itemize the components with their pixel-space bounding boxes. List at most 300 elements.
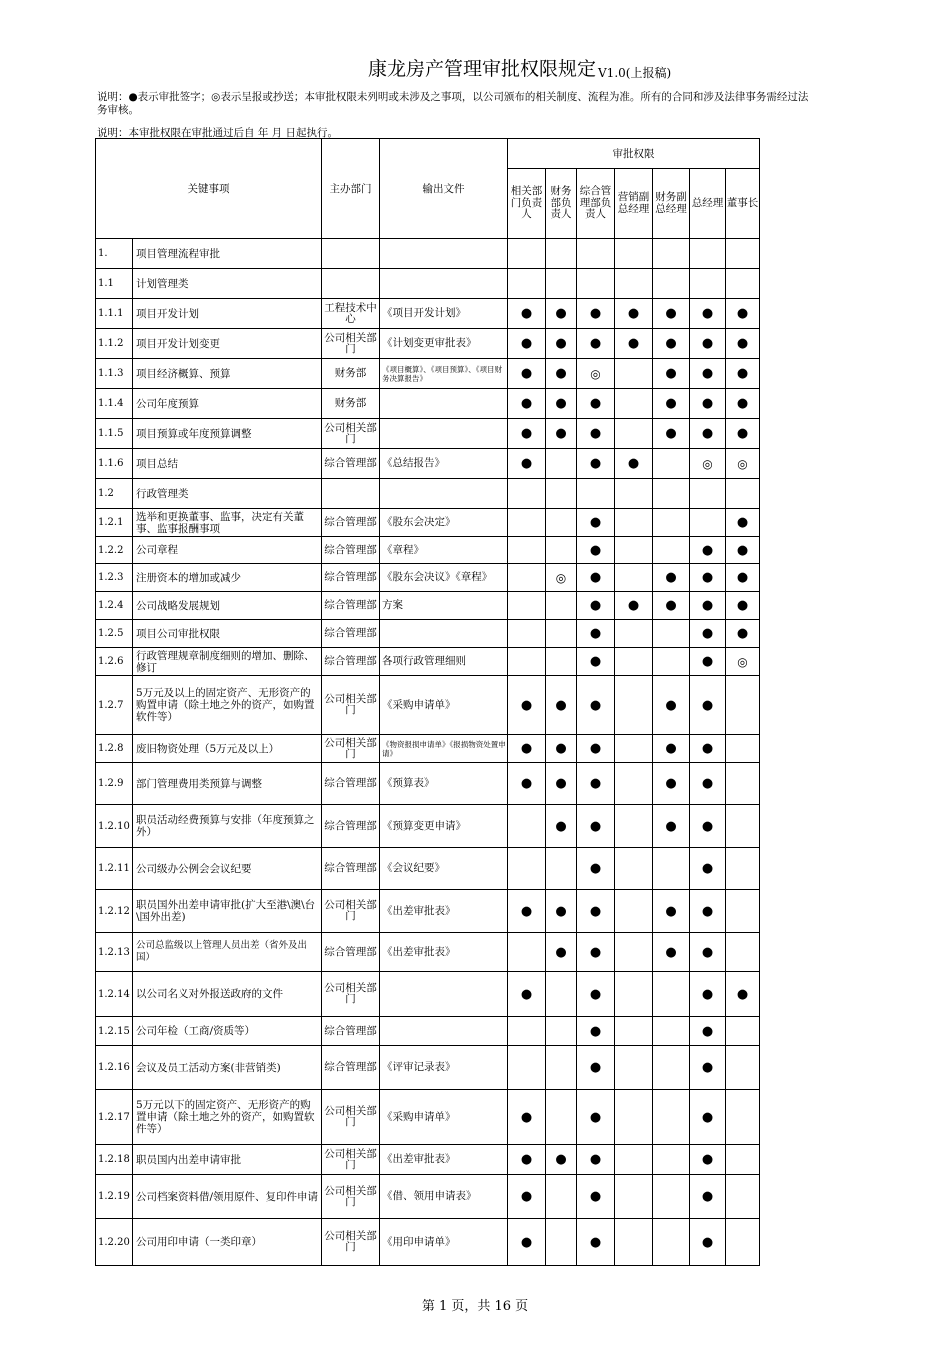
row-number: 1.2.15 — [96, 1017, 133, 1046]
approval-mark: ● — [577, 419, 615, 449]
approval-mark: ● — [653, 735, 690, 763]
header-role-4: 财务副总经理 — [653, 169, 690, 239]
approval-mark: ● — [508, 389, 546, 419]
row-dept: 综合管理部 — [322, 933, 380, 972]
approval-mark — [615, 676, 653, 735]
approval-mark — [615, 564, 653, 592]
legend-note: 说明：●表示审批签字；◎表示呈报或抄送；本审批权限未列明或未涉及之事项，以公司颁布的相关制度、流程为准。所有的合同和涉及法律事务需经过法务审核。 — [97, 91, 809, 116]
approval-mark — [726, 890, 760, 933]
approval-mark: ● — [546, 389, 577, 419]
approval-mark: ● — [653, 419, 690, 449]
approval-mark: ● — [726, 564, 760, 592]
effective-date-note: 说明：本审批权限在审批通过后自 年 月 日起执行。 — [97, 127, 339, 139]
row-output — [380, 239, 508, 269]
approval-mark: ● — [726, 329, 760, 359]
row-output: 方案 — [380, 592, 508, 620]
approval-mark: ● — [653, 763, 690, 805]
approval-mark — [615, 1145, 653, 1175]
approval-mark: ◎ — [690, 449, 726, 479]
table-row — [96, 1219, 760, 1266]
approval-mark — [546, 239, 577, 269]
row-number: 1.2.12 — [96, 890, 133, 933]
row-number: 1.2.8 — [96, 735, 133, 763]
approval-mark — [508, 620, 546, 648]
row-dept: 综合管理部 — [322, 537, 380, 564]
approval-mark: ● — [690, 359, 726, 389]
approval-mark: ● — [508, 1145, 546, 1175]
row-dept — [322, 269, 380, 299]
approval-mark: ● — [508, 419, 546, 449]
approval-mark: ● — [546, 933, 577, 972]
row-number: 1.2.13 — [96, 933, 133, 972]
table-row — [96, 1145, 760, 1175]
row-output: 各项行政管理细则 — [380, 648, 508, 676]
row-number: 1.2.1 — [96, 509, 133, 537]
approval-mark: ◎ — [577, 359, 615, 389]
approval-mark: ● — [577, 890, 615, 933]
approval-mark: ● — [577, 389, 615, 419]
approval-mark: ● — [577, 1046, 615, 1090]
row-number: 1.1 — [96, 269, 133, 299]
approval-mark: ● — [653, 329, 690, 359]
row-output — [380, 972, 508, 1017]
approval-mark — [615, 848, 653, 890]
approval-mark — [653, 848, 690, 890]
row-dept — [322, 479, 380, 509]
approval-mark — [653, 1175, 690, 1219]
approval-mark — [546, 537, 577, 564]
approval-mark — [615, 239, 653, 269]
approval-mark — [508, 1046, 546, 1090]
approval-mark — [726, 1219, 760, 1266]
row-output — [380, 269, 508, 299]
row-item: 公司年度预算 — [133, 389, 322, 419]
table-row — [96, 449, 760, 479]
approval-mark: ● — [508, 359, 546, 389]
approval-mark: ● — [690, 676, 726, 735]
approval-mark — [653, 479, 690, 509]
row-item: 公司级办公例会会议纪要 — [133, 848, 322, 890]
header-approval: 审批权限 — [508, 139, 760, 169]
row-item: 废旧物资处理（5万元及以上） — [133, 735, 322, 763]
row-number: 1.2.20 — [96, 1219, 133, 1266]
row-item: 部门管理费用类预算与调整 — [133, 763, 322, 805]
approval-mark: ● — [577, 1175, 615, 1219]
approval-mark — [653, 1145, 690, 1175]
approval-mark — [615, 269, 653, 299]
approval-mark: ◎ — [726, 449, 760, 479]
row-number: 1.2.10 — [96, 805, 133, 848]
approval-mark — [726, 1145, 760, 1175]
row-output: 《借、领用申请表》 — [380, 1175, 508, 1219]
approval-mark: ● — [726, 509, 760, 537]
approval-mark: ● — [690, 419, 726, 449]
row-number: 1.2.7 — [96, 676, 133, 735]
approval-mark: ● — [577, 449, 615, 479]
row-number: 1.2.17 — [96, 1090, 133, 1145]
approval-mark — [546, 972, 577, 1017]
row-item: 公司章程 — [133, 537, 322, 564]
approval-mark — [615, 389, 653, 419]
row-dept: 综合管理部 — [322, 509, 380, 537]
approval-mark: ● — [726, 972, 760, 1017]
approval-mark — [546, 479, 577, 509]
row-number: 1.2.3 — [96, 564, 133, 592]
row-output: 《章程》 — [380, 537, 508, 564]
table-row — [96, 848, 760, 890]
approval-mark: ● — [508, 449, 546, 479]
row-output: 《出差审批表》 — [380, 1145, 508, 1175]
approval-mark: ● — [653, 676, 690, 735]
row-item: 项目预算或年度预算调整 — [133, 419, 322, 449]
approval-mark: ● — [726, 419, 760, 449]
approval-mark — [726, 479, 760, 509]
approval-mark: ● — [653, 890, 690, 933]
table-row — [96, 676, 760, 735]
approval-mark — [508, 848, 546, 890]
row-output: 《预算表》 — [380, 763, 508, 805]
row-output: 《出差审批表》 — [380, 890, 508, 933]
approval-mark: ● — [577, 1090, 615, 1145]
page-footer: 第 1 页，共 16 页 — [421, 1299, 529, 1314]
row-dept: 财务部 — [322, 389, 380, 419]
row-output: 《股东会决定》 — [380, 509, 508, 537]
approval-mark: ● — [577, 564, 615, 592]
table-row — [96, 805, 760, 848]
row-item: 项目公司审批权限 — [133, 620, 322, 648]
approval-mark: ● — [690, 299, 726, 329]
table-row — [96, 592, 760, 620]
approval-mark — [726, 269, 760, 299]
row-dept: 公司相关部门 — [322, 329, 380, 359]
approval-mark: ● — [690, 620, 726, 648]
approval-mark: ◎ — [546, 564, 577, 592]
approval-mark: ● — [546, 763, 577, 805]
row-output — [380, 389, 508, 419]
row-number: 1.2 — [96, 479, 133, 509]
row-number: 1.2.2 — [96, 537, 133, 564]
approval-mark — [508, 933, 546, 972]
approval-mark: ● — [577, 805, 615, 848]
row-output: 《采购申请单》 — [380, 1090, 508, 1145]
approval-mark: ● — [653, 933, 690, 972]
approval-mark — [653, 269, 690, 299]
approval-mark — [546, 1046, 577, 1090]
approval-mark: ● — [690, 1175, 726, 1219]
approval-mark — [615, 890, 653, 933]
approval-mark: ● — [726, 537, 760, 564]
approval-mark: ● — [546, 419, 577, 449]
row-output: 《项目开发计划》 — [380, 299, 508, 329]
approval-mark — [546, 848, 577, 890]
table-row — [96, 890, 760, 933]
row-item: 计划管理类 — [133, 269, 322, 299]
approval-mark — [577, 239, 615, 269]
approval-mark: ● — [653, 564, 690, 592]
approval-mark — [726, 1046, 760, 1090]
row-number: 1.2.14 — [96, 972, 133, 1017]
approval-mark: ● — [690, 537, 726, 564]
approval-mark: ● — [577, 509, 615, 537]
approval-mark: ● — [508, 972, 546, 1017]
row-dept: 综合管理部 — [322, 763, 380, 805]
table-row — [96, 564, 760, 592]
approval-mark — [508, 537, 546, 564]
approval-mark: ● — [577, 537, 615, 564]
row-number: 1.2.6 — [96, 648, 133, 676]
approval-mark: ● — [690, 763, 726, 805]
approval-mark: ● — [508, 1090, 546, 1145]
row-dept: 综合管理部 — [322, 1046, 380, 1090]
approval-mark — [615, 648, 653, 676]
table-row — [96, 359, 760, 389]
approval-mark — [546, 1219, 577, 1266]
approval-mark — [726, 848, 760, 890]
row-dept: 综合管理部 — [322, 564, 380, 592]
row-item: 公司总监级以上管理人员出差（省外及出国） — [133, 933, 322, 972]
row-item: 公司档案资料借/领用原件、复印件申请 — [133, 1175, 322, 1219]
approval-mark: ● — [577, 1219, 615, 1266]
table-row — [96, 763, 760, 805]
approval-mark — [508, 479, 546, 509]
approval-mark: ● — [726, 620, 760, 648]
approval-mark — [615, 620, 653, 648]
approval-mark: ● — [508, 890, 546, 933]
approval-mark — [653, 620, 690, 648]
approval-mark: ● — [690, 933, 726, 972]
approval-mark — [546, 1090, 577, 1145]
approval-mark — [726, 1175, 760, 1219]
approval-mark — [508, 805, 546, 848]
row-item: 选举和更换董事、监事，决定有关董事、监事报酬事项 — [133, 509, 322, 537]
approval-mark: ● — [726, 359, 760, 389]
row-dept: 公司相关部门 — [322, 1175, 380, 1219]
header-role-2: 综合管理部负责人 — [577, 169, 615, 239]
document-title: 康龙房产管理审批权限规定 V1.0(上报稿) — [368, 58, 672, 80]
approval-mark — [508, 239, 546, 269]
table-row — [96, 933, 760, 972]
header-dept: 主办部门 — [322, 139, 380, 239]
approval-mark — [615, 1046, 653, 1090]
approval-mark: ● — [690, 890, 726, 933]
table-row — [96, 648, 760, 676]
approval-mark — [726, 735, 760, 763]
row-dept: 公司相关部门 — [322, 1145, 380, 1175]
approval-mark — [546, 509, 577, 537]
approval-mark — [546, 1017, 577, 1046]
approval-mark: ● — [615, 329, 653, 359]
table-row — [96, 735, 760, 763]
approval-mark — [546, 1175, 577, 1219]
row-item: 以公司名义对外报送政府的文件 — [133, 972, 322, 1017]
table-body — [96, 239, 760, 1266]
approval-mark — [508, 592, 546, 620]
row-item: 行政管理类 — [133, 479, 322, 509]
approval-mark: ● — [577, 329, 615, 359]
approval-mark — [508, 564, 546, 592]
approval-mark — [653, 239, 690, 269]
approval-mark — [577, 269, 615, 299]
table-row — [96, 537, 760, 564]
approval-mark: ● — [577, 592, 615, 620]
approval-mark: ● — [577, 972, 615, 1017]
row-number: 1.1.3 — [96, 359, 133, 389]
approval-mark: ● — [653, 592, 690, 620]
approval-mark: ● — [546, 890, 577, 933]
row-dept: 工程技术中心 — [322, 299, 380, 329]
row-dept: 公司相关部门 — [322, 1090, 380, 1145]
row-item: 职员国外出差申请审批(扩大至港\澳\台\国外出差) — [133, 890, 322, 933]
approval-mark: ● — [615, 592, 653, 620]
approval-mark — [615, 1175, 653, 1219]
approval-mark: ● — [546, 805, 577, 848]
approval-mark: ● — [577, 620, 615, 648]
header-role-0: 相关部门负责人 — [508, 169, 546, 239]
approval-mark — [615, 972, 653, 1017]
row-item: 项目管理流程审批 — [133, 239, 322, 269]
row-dept: 综合管理部 — [322, 449, 380, 479]
approval-mark: ● — [690, 848, 726, 890]
approval-mark: ● — [508, 299, 546, 329]
row-dept: 公司相关部门 — [322, 735, 380, 763]
approval-mark: ● — [546, 676, 577, 735]
approval-mark: ● — [690, 1090, 726, 1145]
approval-mark: ● — [690, 592, 726, 620]
table-row — [96, 509, 760, 537]
approval-mark — [546, 592, 577, 620]
approval-mark: ● — [508, 329, 546, 359]
approval-mark — [653, 1090, 690, 1145]
row-item: 会议及员工活动方案(非营销类) — [133, 1046, 322, 1090]
row-item: 项目开发计划变更 — [133, 329, 322, 359]
row-item: 注册资本的增加或减少 — [133, 564, 322, 592]
row-output: 《用印申请单》 — [380, 1219, 508, 1266]
approval-mark — [615, 1090, 653, 1145]
row-item: 公司年检（工商/资质等） — [133, 1017, 322, 1046]
approval-mark — [615, 735, 653, 763]
row-output: 《物资报损申请单》《报损物资处置申请》 — [380, 735, 508, 763]
row-dept: 综合管理部 — [322, 805, 380, 848]
table-row — [96, 972, 760, 1017]
row-dept: 综合管理部 — [322, 848, 380, 890]
row-item: 职员活动经费预算与安排（年度预算之外） — [133, 805, 322, 848]
approval-mark — [690, 239, 726, 269]
table-row — [96, 269, 760, 299]
row-dept: 公司相关部门 — [322, 1219, 380, 1266]
header-role-1: 财务部负责人 — [546, 169, 577, 239]
row-item: 行政管理规章制度细则的增加、删除、修订 — [133, 648, 322, 676]
approval-mark — [615, 359, 653, 389]
approval-mark — [726, 1017, 760, 1046]
row-dept: 公司相关部门 — [322, 972, 380, 1017]
row-output — [380, 419, 508, 449]
row-number: 1.2.11 — [96, 848, 133, 890]
row-number: 1.2.4 — [96, 592, 133, 620]
approval-mark — [690, 269, 726, 299]
table-row — [96, 329, 760, 359]
approval-mark: ● — [577, 676, 615, 735]
row-dept: 公司相关部门 — [322, 890, 380, 933]
approval-mark: ● — [577, 1145, 615, 1175]
row-output — [380, 620, 508, 648]
row-item: 项目开发计划 — [133, 299, 322, 329]
row-dept: 综合管理部 — [322, 1017, 380, 1046]
approval-mark — [726, 805, 760, 848]
approval-mark — [653, 1017, 690, 1046]
approval-mark — [726, 676, 760, 735]
approval-mark: ● — [690, 1046, 726, 1090]
row-output: 《出差审批表》 — [380, 933, 508, 972]
approval-mark — [546, 620, 577, 648]
approval-mark: ● — [726, 299, 760, 329]
approval-mark: ● — [690, 1017, 726, 1046]
row-item: 5万元以下的固定资产、无形资产的购置申请（除土地之外的资产，如购置软件等） — [133, 1090, 322, 1145]
row-output: 《预算变更申请》 — [380, 805, 508, 848]
approval-mark: ● — [690, 805, 726, 848]
row-number: 1.1.4 — [96, 389, 133, 419]
header-role-6: 董事长 — [726, 169, 760, 239]
approval-mark: ● — [546, 735, 577, 763]
document-version: V1.0(上报稿) — [598, 66, 672, 80]
approval-mark — [615, 479, 653, 509]
row-number: 1.2.5 — [96, 620, 133, 648]
approval-mark: ● — [508, 735, 546, 763]
table-row — [96, 1046, 760, 1090]
approval-mark: ● — [690, 735, 726, 763]
approval-mark — [546, 449, 577, 479]
approval-mark: ● — [690, 389, 726, 419]
row-number: 1.1.1 — [96, 299, 133, 329]
table-row — [96, 1017, 760, 1046]
approval-mark — [615, 805, 653, 848]
row-number: 1.2.18 — [96, 1145, 133, 1175]
row-dept: 财务部 — [322, 359, 380, 389]
table-row — [96, 1175, 760, 1219]
row-number: 1.1.2 — [96, 329, 133, 359]
approval-mark — [653, 1046, 690, 1090]
approval-mark — [653, 537, 690, 564]
row-number: 1.1.5 — [96, 419, 133, 449]
row-output: 《会议纪要》 — [380, 848, 508, 890]
row-output: 《项目概算》、《项目预算》、《项目财务决算报告》 — [380, 359, 508, 389]
approval-mark — [546, 269, 577, 299]
approval-mark: ● — [577, 848, 615, 890]
approval-mark: ● — [577, 299, 615, 329]
approval-mark: ● — [546, 359, 577, 389]
approval-mark: ● — [577, 1017, 615, 1046]
approval-mark — [726, 763, 760, 805]
approval-mark — [726, 239, 760, 269]
row-dept: 综合管理部 — [322, 592, 380, 620]
header-output: 输出文件 — [380, 139, 508, 239]
row-number: 1.2.19 — [96, 1175, 133, 1219]
approval-mark: ● — [726, 592, 760, 620]
approval-mark — [508, 269, 546, 299]
approval-mark — [653, 509, 690, 537]
row-dept: 公司相关部门 — [322, 676, 380, 735]
approval-mark: ● — [690, 564, 726, 592]
approval-mark: ◎ — [726, 648, 760, 676]
approval-mark — [615, 509, 653, 537]
header-role-5: 总经理 — [690, 169, 726, 239]
row-output: 《股东会决议》《章程》 — [380, 564, 508, 592]
table-row — [96, 389, 760, 419]
table-row — [96, 620, 760, 648]
approval-mark: ● — [508, 1175, 546, 1219]
approval-mark: ● — [615, 299, 653, 329]
approval-mark — [508, 1017, 546, 1046]
approval-mark — [508, 509, 546, 537]
